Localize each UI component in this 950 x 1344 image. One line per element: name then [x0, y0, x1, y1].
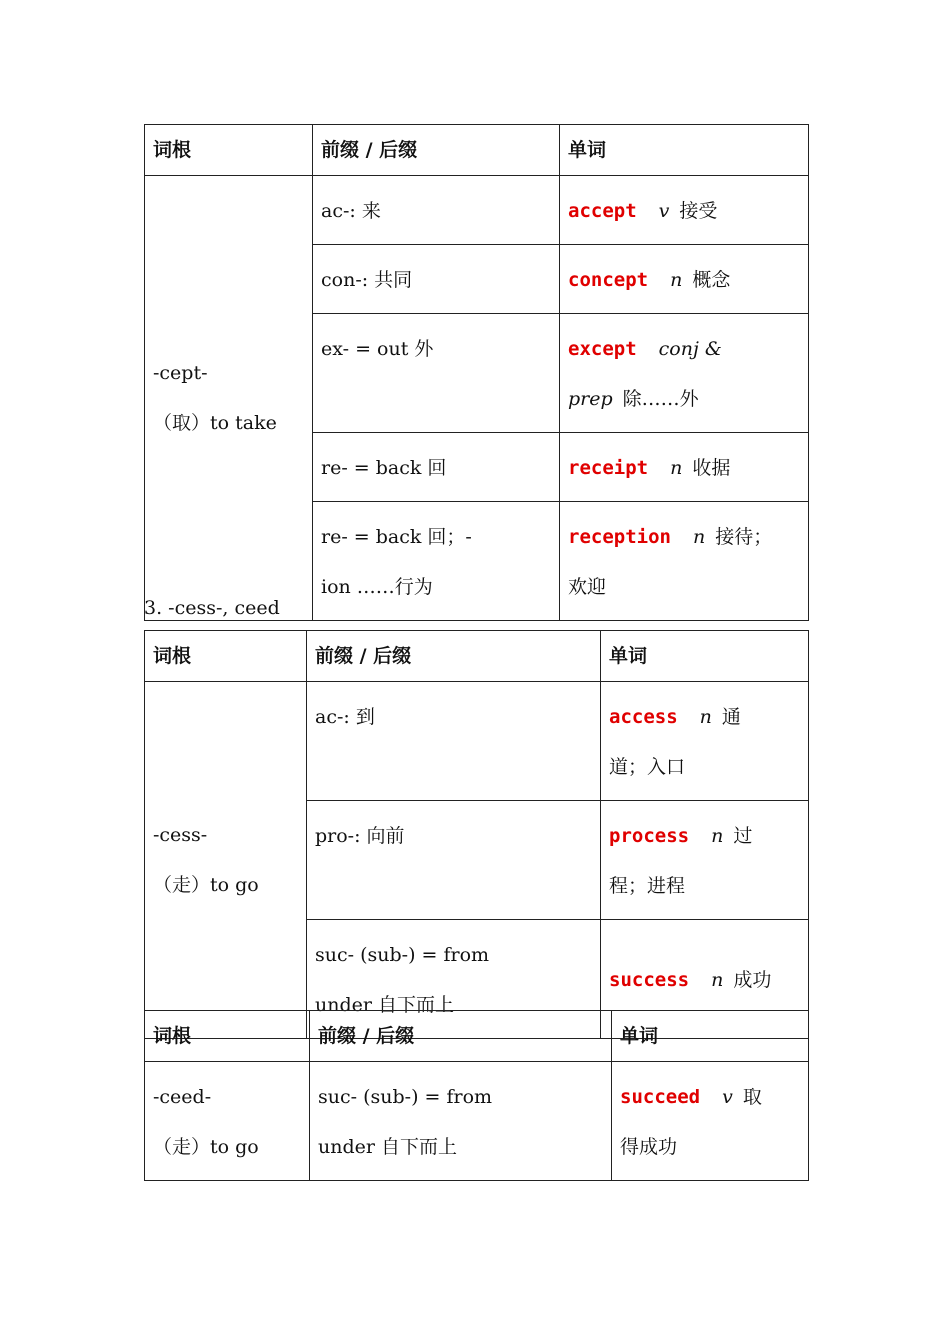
affix-cell: re- = back 回；- ion ……行为: [313, 502, 560, 621]
word-process: process: [609, 825, 690, 847]
header-affix: 前缀 / 后缀: [310, 1011, 612, 1062]
word-accept: accept: [568, 200, 637, 222]
header-root: 词根: [145, 1011, 310, 1062]
header-affix: 前缀 / 后缀: [313, 125, 560, 176]
word-access: access: [609, 706, 678, 728]
word-cell: except conj & prep 除……外: [560, 314, 809, 433]
table-row: [145, 1062, 809, 1181]
root-name: -ceed-: [153, 1086, 212, 1108]
word-success: success: [609, 969, 690, 991]
affix-cell: ac-: 来: [313, 176, 560, 245]
word-cell: process n 过 程；进程: [601, 801, 809, 920]
header-root: 词根: [145, 631, 307, 682]
table-cess: [144, 630, 809, 1039]
word-reception: reception: [568, 526, 671, 548]
header-affix: 前缀 / 后缀: [307, 631, 601, 682]
root-meaning: （走）to go: [153, 874, 259, 896]
word-cell: reception n 接待； 欢迎: [560, 502, 809, 621]
header-word: 单词: [560, 125, 809, 176]
affix-cell: pro-: 向前: [307, 801, 601, 920]
root-meaning: （取）to take: [153, 412, 277, 434]
affix-cell: suc- (sub-) = from under 自下而上: [307, 920, 601, 1039]
affix-cell: re- = back 回: [313, 433, 560, 502]
header-root: 词根: [145, 125, 313, 176]
word-cell: access n 通 道；入口: [601, 682, 809, 801]
root-cell: [145, 176, 313, 621]
table-row: [145, 176, 809, 245]
root-cell: [145, 682, 307, 1039]
word-cell: succeed v 取 得成功: [612, 1062, 809, 1181]
word-cell: concept n 概念: [560, 245, 809, 314]
root-cell: [145, 1062, 310, 1181]
table-header-row: [145, 125, 809, 176]
table-ceed: [144, 1010, 809, 1181]
word-concept: concept: [568, 269, 649, 291]
word-succeed: succeed: [620, 1086, 701, 1108]
word-cell: success n 成功: [601, 920, 809, 1039]
word-cell: accept v 接受: [560, 176, 809, 245]
header-word: 单词: [601, 631, 809, 682]
section-heading: 3. -cess-, ceed: [144, 597, 280, 619]
header-word: 单词: [612, 1011, 809, 1062]
affix-cell: ac-: 到: [307, 682, 601, 801]
table-cept: [144, 124, 809, 621]
table-row: [145, 682, 809, 801]
root-name: -cept-: [153, 362, 208, 384]
word-except: except: [568, 338, 637, 360]
root-meaning: （走）to go: [153, 1136, 259, 1158]
affix-cell: suc- (sub-) = from under 自下而上: [310, 1062, 612, 1181]
affix-cell: con-: 共同: [313, 245, 560, 314]
word-receipt: receipt: [568, 457, 649, 479]
table-header-row: [145, 1011, 809, 1062]
affix-cell: ex- = out 外: [313, 314, 560, 433]
root-name: -cess-: [153, 824, 208, 846]
word-cell: receipt n 收据: [560, 433, 809, 502]
table-header-row: [145, 631, 809, 682]
